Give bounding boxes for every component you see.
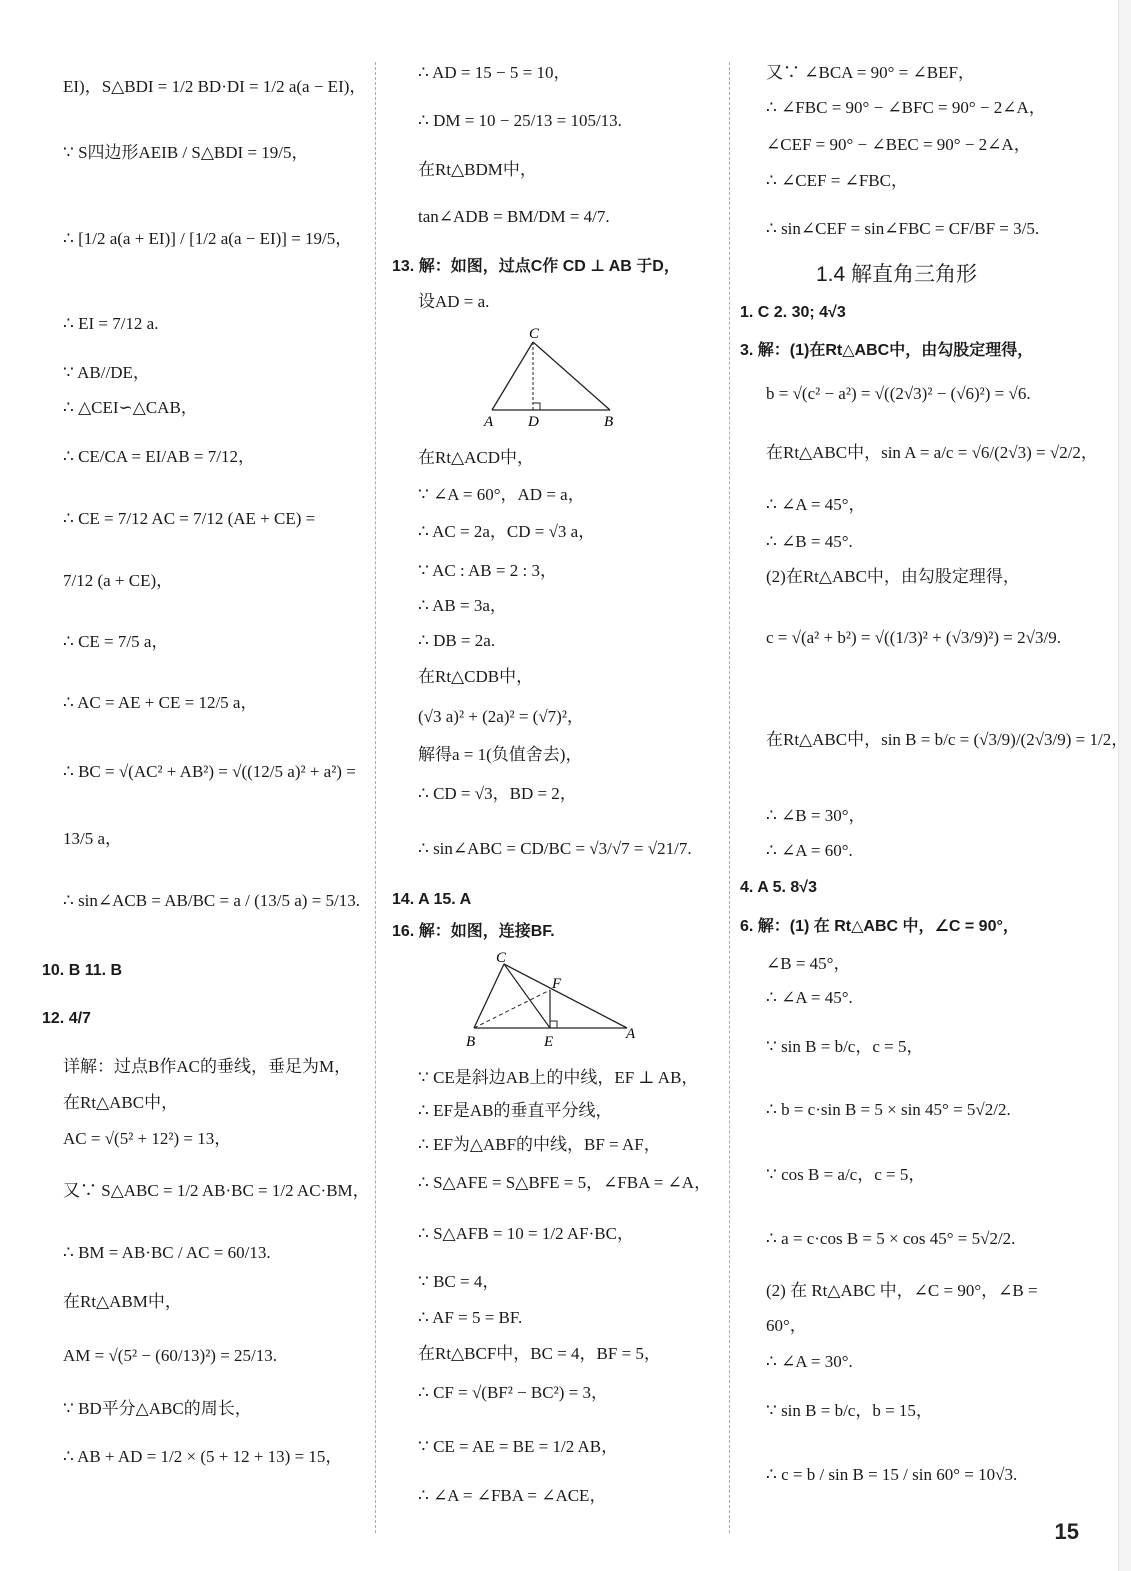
text-line: ∴ DB = 2a.: [418, 631, 496, 650]
segment-ca: [504, 964, 627, 1028]
text-line: 60°，: [766, 1316, 807, 1335]
text-line: ∴ △CEI∽△CAB，: [63, 398, 198, 417]
text-line: ∴ AC = 2a，CD = √3 a，: [418, 522, 596, 541]
column-3: [740, 0, 1129, 1571]
text-line: ∴ CE = 7/12 AC = 7/12 (AE + CE) =: [63, 509, 316, 528]
problem-line: 16. 解：如图，连接BF.: [392, 923, 555, 940]
text-line: ∴ CD = √3，BD = 2，: [418, 784, 577, 803]
problem-line: 6. 解：(1) 在 Rt△ABC 中，∠C = 90°，: [740, 918, 1019, 935]
answer-line: 10. B 11. B: [42, 962, 123, 979]
text-line: ∴ AD = 15 − 5 = 10，: [418, 63, 571, 82]
text-line: AC = √(5² + 12²) = 13，: [63, 1129, 232, 1148]
text-line: ∴ S△AFE = S△BFE = 5，∠FBA = ∠A，: [418, 1173, 712, 1192]
text-line: ∴ ∠B = 30°，: [766, 806, 866, 825]
text-line: b = √(c² − a²) = √((2√3)² − (√6)²) = √6.: [766, 384, 1031, 403]
text-line: c = √(a² + b²) = √((1/3)² + (√3/9)²) = 2√3/9.: [766, 628, 1061, 647]
text-line: ∴ EI = 7/12 a.: [63, 314, 159, 333]
text-line: ∠B = 45°，: [766, 954, 851, 973]
text-line: 在Rt△ABC中，: [63, 1093, 179, 1112]
text-line: ∵ cos B = a/c，c = 5，: [766, 1165, 926, 1184]
text-line: ∵ AC : AB = 2 : 3，: [418, 561, 557, 580]
text-line: (√3 a)² + (2a)² = (√7)²，: [418, 707, 584, 726]
text-line: 在Rt△ABC中，sin B = b/c = (√3/9)/(2√3/9) = 1/2，: [766, 730, 1129, 749]
text-line: ∴ ∠A = 45°，: [766, 495, 866, 514]
text-line: ∠CEF = 90° − ∠BEC = 90° − 2∠A，: [766, 135, 1031, 154]
text-line: ∴ BC = √(AC² + AB²) = √((12/5 a)² + a²) =: [63, 762, 356, 781]
text-line: ∴ ∠FBC = 90° − ∠BFC = 90° − 2∠A，: [766, 98, 1046, 117]
label-d: D: [528, 414, 539, 430]
segment-bc: [474, 964, 504, 1028]
text-line: 7/12 (a + CE)，: [63, 571, 174, 590]
text-line: 又∵ ∠BCA = 90° = ∠BEF，: [766, 63, 975, 82]
text-line: ∴ c = b / sin B = 15 / sin 60° = 10√3.: [766, 1465, 1018, 1484]
text-line: ∴ S△AFB = 10 = 1/2 AF·BC，: [418, 1224, 634, 1243]
text-line: 在Rt△ABM中，: [63, 1292, 182, 1311]
answer-line: 4. A 5. 8√3: [740, 879, 817, 896]
text-line: ∴ EF为△ABF的中线，BF = AF，: [418, 1135, 661, 1154]
text-line: ∴ AB = 3a，: [418, 596, 507, 615]
text-line: ∴ sin∠CEF = sin∠FBC = CF/BF = 3/5.: [766, 219, 1040, 238]
text-line: 设AD = a.: [418, 292, 490, 311]
answer-line: 14. A 15. A: [392, 891, 472, 908]
label-b: B: [604, 414, 614, 430]
text-line: ∵ S四边形AEIB / S△BDI = 19/5，: [63, 143, 309, 162]
answer-line: 1. C 2. 30; 4√3: [740, 304, 846, 321]
text-line: ∵ sin B = b/c，c = 5，: [766, 1037, 924, 1056]
text-line: ∵ ∠A = 60°，AD = a，: [418, 485, 585, 504]
label-a: A: [484, 414, 494, 430]
page-edge: [1118, 0, 1131, 1571]
segment-bf: [474, 990, 550, 1028]
text-line: ∵ BC = 4，: [418, 1272, 500, 1291]
answer-line: 12. 4/7: [42, 1010, 91, 1027]
label-b: B: [466, 1034, 476, 1050]
text-line: 在Rt△CDB中，: [418, 667, 534, 686]
column-divider: [375, 62, 376, 1533]
column-1: [42, 0, 370, 1571]
text-line: ∴ CE/CA = EI/AB = 7/12，: [63, 447, 255, 466]
text-line: ∵ BD平分△ABC的周长，: [63, 1399, 252, 1418]
text-line: ∴ ∠A = ∠FBA = ∠ACE，: [418, 1486, 607, 1505]
text-line: ∴ CF = √(BF² − BC²) = 3，: [418, 1383, 608, 1402]
label-c: C: [529, 326, 540, 342]
text-line: ∴ AF = 5 = BF.: [418, 1308, 523, 1327]
text-line: (2)在Rt△ABC中，由勾股定理得，: [766, 567, 1020, 586]
figure-13-triangle: [482, 322, 622, 432]
text-line: ∵ CE = AE = BE = 1/2 AB，: [418, 1437, 619, 1456]
text-line: tan∠ADB = BM/DM = 4/7.: [418, 207, 610, 226]
text-line: (2) 在 Rt△ABC 中，∠C = 90°，∠B =: [766, 1281, 1038, 1300]
text-line: ∴ BM = AB·BC / AC = 60/13.: [63, 1243, 271, 1262]
problem-line: 3. 解：(1)在Rt△ABC中，由勾股定理得，: [740, 342, 1034, 359]
text-line: ∴ sin∠ABC = CD/BC = √3/√7 = √21/7.: [418, 839, 692, 858]
text-line: 在Rt△ACD中，: [418, 448, 535, 467]
segment-ce: [504, 964, 550, 1028]
text-line: ∵ CE是斜边AB上的中线，EF ⊥ AB，: [418, 1068, 699, 1087]
segment-ac: [492, 342, 533, 410]
text-line: ∴ ∠A = 45°.: [766, 988, 853, 1007]
text-line: ∴ ∠CEF = ∠FBC，: [766, 171, 908, 190]
text-line: ∴ ∠B = 45°.: [766, 532, 853, 551]
text-line: 13/5 a，: [63, 829, 123, 848]
segment-cb: [533, 342, 610, 410]
text-line: ∴ CE = 7/5 a，: [63, 632, 169, 651]
text-line: ∴ EF是AB的垂直平分线，: [418, 1101, 613, 1120]
text-line: 在Rt△ABC中，sin A = a/c = √6/(2√3) = √2/2，: [766, 443, 1098, 462]
label-e: E: [544, 1034, 554, 1050]
text-line: 在Rt△BDM中，: [418, 160, 537, 179]
text-line: ∵ AB//DE，: [63, 363, 150, 382]
text-line: ∴ ∠A = 60°.: [766, 841, 853, 860]
section-title: 1.4 解直角三角形: [816, 263, 978, 286]
text-line: ∴ AB + AD = 1/2 × (5 + 12 + 13) = 15，: [63, 1447, 343, 1466]
label-c: C: [496, 950, 507, 966]
right-angle-mark: [550, 1021, 557, 1028]
text-line: 解得a = 1(负值舍去)，: [418, 745, 583, 764]
column-2: [392, 0, 722, 1571]
text-line: ∵ sin B = b/c，b = 15，: [766, 1401, 933, 1420]
label-a: A: [626, 1026, 636, 1042]
right-angle-mark: [533, 403, 540, 410]
text-line: 在Rt△BCF中，BC = 4，BF = 5，: [418, 1344, 661, 1363]
text-line: 详解：过点B作AC的垂线，垂足为M，: [63, 1057, 352, 1076]
column-divider: [729, 62, 730, 1533]
figure-16-triangle: [462, 950, 642, 1050]
text-line: ∴ b = c·sin B = 5 × sin 45° = 5√2/2.: [766, 1100, 1011, 1119]
label-f: F: [552, 976, 562, 992]
text-line: EI)，S△BDI = 1/2 BD·DI = 1/2 a(a − EI)，: [63, 77, 367, 96]
text-line: ∴ [1/2 a(a + EI)] / [1/2 a(a − EI)] = 19/5，: [63, 229, 353, 248]
text-line: AM = √(5² − (60/13)²) = 25/13.: [63, 1346, 278, 1365]
text-line: 又∵ S△ABC = 1/2 AB·BC = 1/2 AC·BM，: [63, 1181, 370, 1200]
text-line: ∴ a = c·cos B = 5 × cos 45° = 5√2/2.: [766, 1229, 1016, 1248]
text-line: ∴ AC = AE + CE = 12/5 a，: [63, 693, 258, 712]
problem-line: 13. 解：如图，过点C作 CD ⊥ AB 于D，: [392, 258, 680, 275]
page-number: 15: [1054, 1519, 1079, 1544]
text-line: ∴ DM = 10 − 25/13 = 105/13.: [418, 111, 622, 130]
text-line: ∴ sin∠ACB = AB/BC = a / (13/5 a) = 5/13.: [63, 891, 361, 910]
text-line: ∴ ∠A = 30°.: [766, 1352, 853, 1371]
